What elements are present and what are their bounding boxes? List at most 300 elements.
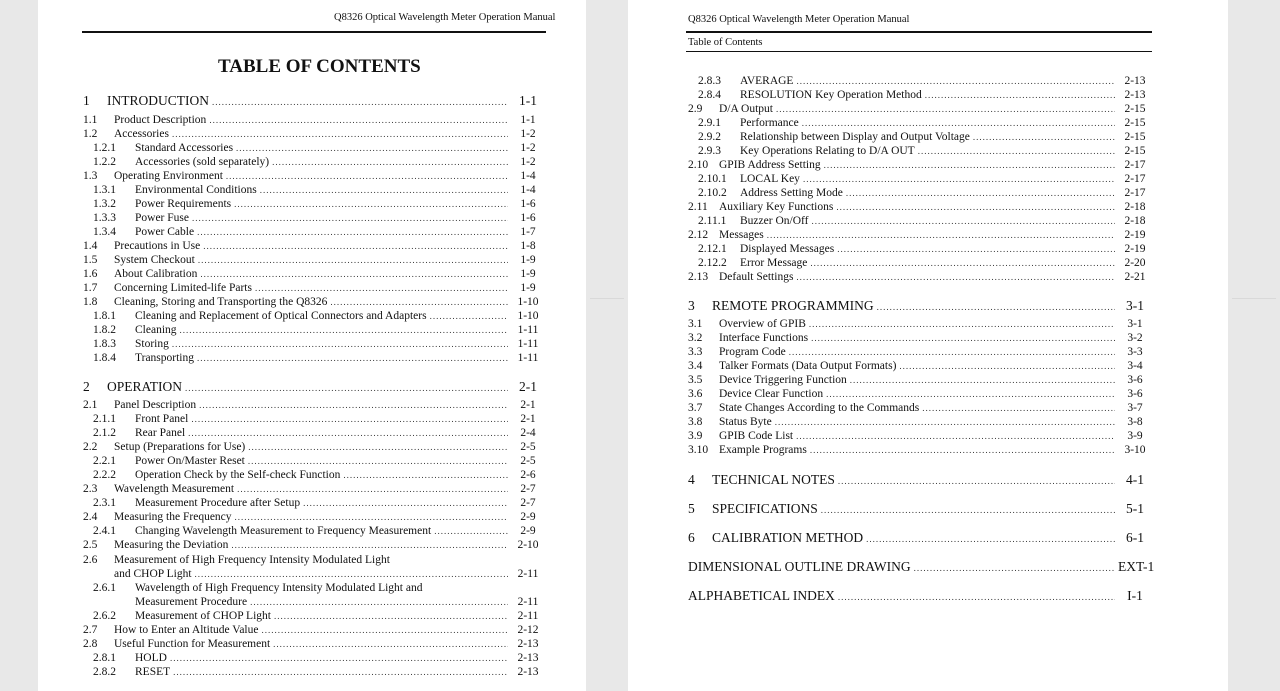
toc-leader-dots: [261, 624, 508, 637]
toc-entry[interactable]: [83, 483, 545, 496]
toc-entry-page: 2-15: [1124, 145, 1146, 157]
toc-leader-dots: [191, 413, 508, 426]
toc-entry-title: Power Fuse: [135, 212, 189, 224]
toc-entry-page: 3-9: [1127, 430, 1143, 442]
toc-entry[interactable]: [83, 379, 545, 396]
toc-entry-title: Overview of GPIB: [719, 318, 806, 330]
toc-entry-page: 1-11: [517, 338, 539, 350]
toc-entry-page: 1-9: [520, 282, 536, 294]
toc-entry-page: EXT-1: [1118, 559, 1155, 574]
toc-entry[interactable]: [83, 114, 545, 127]
toc-leader-dots: [809, 318, 1115, 331]
toc-entry-page: 2-12: [517, 624, 539, 636]
toc-entry-title: Precautions in Use: [114, 240, 201, 252]
toc-entry-number: 2.11.1: [698, 215, 727, 227]
toc-entry[interactable]: [93, 652, 545, 665]
toc-entry-number: 3.9: [688, 430, 703, 442]
toc-entry[interactable]: [83, 128, 545, 141]
toc-entry-title: ALPHABETICAL INDEX: [688, 588, 835, 603]
toc-leader-dots: [185, 381, 508, 396]
toc-entry-number: 1.3.1: [93, 184, 116, 196]
toc-entry-number: 1.2.1: [93, 142, 116, 154]
toc-entry[interactable]: [83, 296, 545, 309]
toc-entry-number: 1.8.1: [93, 310, 116, 322]
toc-entry-page: 2-15: [1124, 131, 1146, 143]
toc-leader-dots: [846, 187, 1115, 200]
toc-leader-dots: [775, 416, 1115, 429]
toc-entry[interactable]: [83, 441, 545, 454]
toc-entry-page: 1-6: [520, 212, 536, 224]
toc-entry-page: 2-17: [1124, 187, 1146, 199]
toc-entry[interactable]: [83, 638, 545, 651]
toc-leader-dots: [235, 511, 508, 524]
toc-entry[interactable]: [698, 257, 1152, 270]
toc-entry-number: 2.12.2: [698, 257, 727, 269]
toc-leader-dots: [838, 590, 1115, 605]
toc-entry[interactable]: [93, 413, 545, 426]
toc-entry-page: 2-11: [517, 610, 539, 622]
toc-entry-number: 2.5: [83, 539, 98, 551]
toc-entry-title: Product Description: [114, 114, 207, 126]
toc-leader-dots: [199, 399, 508, 412]
toc-leader-dots: [180, 324, 508, 337]
toc-leader-dots: [330, 296, 508, 309]
toc-entry-page: 2-4: [520, 427, 536, 439]
toc-entry-number: 2.10: [688, 159, 709, 171]
toc-entry-page: 1-11: [517, 352, 539, 364]
right-page: [628, 0, 1228, 691]
header-rule: [82, 31, 546, 33]
toc-entry[interactable]: [93, 198, 545, 211]
toc-entry-page: 2-13: [517, 652, 539, 664]
toc-entry-number: 2.9.1: [698, 117, 721, 129]
toc-entry-title: Storing: [135, 338, 169, 350]
toc-entry[interactable]: [698, 187, 1152, 200]
toc-entry-number: 1.8: [83, 296, 98, 308]
toc-entry-title: OPERATION: [107, 379, 183, 394]
toc-entry-number: 2.8: [83, 638, 98, 650]
section-subheader: Table of Contents: [688, 37, 763, 48]
toc-entry-title: Environmental Conditions: [135, 184, 257, 196]
toc-leader-dots: [850, 374, 1115, 387]
toc-leader-dots: [973, 131, 1115, 144]
toc-entry-page: 2-9: [520, 525, 536, 537]
toc-entry-number: 1: [83, 93, 90, 108]
toc-entry[interactable]: [688, 559, 1155, 576]
toc-entry-title: GPIB Code List: [719, 430, 794, 442]
toc-entry[interactable]: [688, 472, 1152, 489]
toc-entry-page: 2-18: [1124, 201, 1146, 213]
toc-entry[interactable]: [688, 501, 1152, 518]
toc-entry-page: 1-11: [517, 324, 539, 336]
toc-entry-title: Example Programs: [719, 444, 807, 456]
toc-entry[interactable]: [688, 360, 1152, 373]
toc-leader-dots: [914, 561, 1115, 576]
toc-entry-page: 3-4: [1127, 360, 1143, 372]
toc-entry-title: Device Clear Function: [719, 388, 824, 400]
toc-entry-number: 2.6.1: [93, 582, 116, 594]
toc-leader-dots: [826, 388, 1115, 401]
toc-entry[interactable]: [688, 444, 1152, 457]
toc-entry-page: 2-13: [517, 638, 539, 650]
toc-entry-page: 3-6: [1127, 374, 1143, 386]
toc-entry-title: How to Enter an Altitude Value: [114, 624, 259, 636]
toc-entry-title: Default Settings: [719, 271, 794, 283]
toc-leader-dots: [918, 145, 1115, 158]
toc-entry[interactable]: [83, 93, 545, 110]
toc-entry-page: 2-5: [520, 441, 536, 453]
toc-leader-dots: [173, 666, 508, 679]
page-title: TABLE OF CONTENTS: [218, 56, 421, 77]
toc-entry[interactable]: [688, 229, 1152, 242]
left-page: [38, 0, 586, 691]
toc-entry[interactable]: [688, 388, 1152, 401]
toc-entry-number: 2.8.4: [698, 89, 721, 101]
toc-entry-page: 1-1: [520, 114, 536, 126]
toc-entry[interactable]: [698, 75, 1152, 88]
toc-entry-number: 1.2.2: [93, 156, 116, 168]
toc-entry[interactable]: [83, 268, 545, 281]
toc-entry-title: Status Byte: [719, 416, 772, 428]
toc-entry-number: 1.6: [83, 268, 98, 280]
toc-entry-page: 1-4: [520, 170, 536, 182]
toc-entry[interactable]: [93, 666, 545, 679]
toc-entry-title: RESET: [135, 666, 171, 678]
toc-entry-number: 2.9: [688, 103, 703, 115]
toc-entry-number: 1.1: [83, 114, 98, 126]
toc-entry[interactable]: [688, 430, 1152, 443]
toc-leader-dots: [198, 254, 508, 267]
toc-entry-number: 3: [688, 298, 695, 313]
toc-entry-number: 2.3: [83, 483, 98, 495]
toc-leader-dots: [922, 402, 1115, 415]
toc-leader-dots: [274, 610, 508, 623]
toc-entry-number: 2.3.1: [93, 497, 116, 509]
toc-entry-title: System Checkout: [114, 254, 195, 266]
toc-entry[interactable]: [83, 554, 545, 581]
toc-entry-title: Cleaning and Replacement of Optical Connectors and Adapters: [135, 310, 427, 322]
toc-entry[interactable]: [698, 131, 1152, 144]
toc-entry-page: 3-2: [1127, 332, 1143, 344]
toc-entry-number: 1.5: [83, 254, 98, 266]
toc-entry-page: 2-15: [1124, 117, 1146, 129]
toc-entry[interactable]: [83, 511, 545, 524]
toc-entry-page: 2-1: [520, 399, 536, 411]
toc-entry-title: Accessories (sold separately): [135, 156, 270, 168]
toc-entry[interactable]: [93, 142, 545, 155]
toc-entry-number: 3.7: [688, 402, 703, 414]
toc-leader-dots: [226, 170, 508, 183]
toc-entry[interactable]: [688, 416, 1152, 429]
toc-entry-number: 2.8.2: [93, 666, 116, 678]
toc-entry-title: Key Operations Relating to D/A OUT: [740, 145, 915, 157]
toc-leader-dots: [810, 444, 1115, 457]
toc-entry-page: 2-7: [520, 497, 536, 509]
toc-entry-page: 2-5: [520, 455, 536, 467]
toc-entry-title: [114, 554, 390, 581]
toc-entry-title: HOLD: [135, 652, 167, 664]
toc-leader-dots: [248, 441, 508, 454]
toc-entry-number: 1.2: [83, 128, 98, 140]
toc-entry-page: 2-11: [517, 596, 539, 608]
toc-leader-dots: [192, 212, 508, 225]
toc-entry[interactable]: [93, 324, 545, 337]
toc-entry-title: Wavelength Measurement: [114, 483, 235, 495]
toc-leader-dots: [273, 638, 508, 651]
toc-leader-dots: [343, 469, 508, 482]
toc-entry-page: 3-6: [1127, 388, 1143, 400]
toc-entry-number: 2.12: [688, 229, 709, 241]
toc-entry-page: 1-2: [520, 156, 536, 168]
toc-entry-title: Buzzer On/Off: [740, 215, 809, 227]
toc-entry-number: 2.13: [688, 271, 709, 283]
toc-entry-title: LOCAL Key: [740, 173, 800, 185]
toc-entry-title: Power On/Master Reset: [135, 455, 245, 467]
toc-entry[interactable]: [93, 338, 545, 351]
toc-entry-page: 2-11: [517, 568, 539, 580]
toc-entry[interactable]: [83, 254, 545, 267]
toc-entry-title: Measurement Procedure after Setup: [135, 497, 301, 509]
toc-entry-number: 2.10.2: [698, 187, 727, 199]
toc-leader-dots: [877, 300, 1115, 315]
toc-entry-number: 3.2: [688, 332, 703, 344]
toc-entry-title: Address Setting Mode: [740, 187, 843, 199]
toc-leader-dots: [796, 271, 1115, 284]
toc-leader-dots: [821, 503, 1115, 518]
toc-entry-page: 1-8: [520, 240, 536, 252]
toc-entry-number: 2.11: [688, 201, 708, 213]
toc-entry-page: 1-10: [517, 310, 539, 322]
toc-entry-number: 1.4: [83, 240, 98, 252]
toc-entry[interactable]: [83, 399, 545, 412]
toc-leader-dots: [767, 229, 1115, 242]
toc-leader-dots: [197, 226, 508, 239]
toc-entry-title: Relationship between Display and Output Voltage: [740, 131, 970, 143]
toc-entry-number: 2.4.1: [93, 525, 116, 537]
toc-entry-title: DIMENSIONAL OUTLINE DRAWING: [688, 559, 911, 574]
toc-entry-page: 2-13: [517, 666, 539, 678]
toc-entry-number: 3.4: [688, 360, 703, 372]
toc-entry-title: GPIB Address Setting: [719, 159, 821, 171]
toc-entry-title: Messages: [719, 229, 764, 241]
toc-entry[interactable]: [688, 588, 1152, 605]
toc-entry-number: 2.8.3: [698, 75, 721, 87]
toc-leader-dots: [272, 156, 508, 169]
header-rule: [686, 31, 1152, 33]
toc-entry-title: Measurement of CHOP Light: [135, 610, 271, 622]
toc-leader-dots: [188, 427, 508, 440]
toc-entry-page: 3-8: [1127, 416, 1143, 428]
toc-entry-page: 2-9: [520, 511, 536, 523]
toc-leader-dots: [810, 257, 1115, 270]
toc-entry-page: 1-9: [520, 268, 536, 280]
toc-entry[interactable]: [688, 159, 1152, 172]
toc-entry-number: 1.8.4: [93, 352, 116, 364]
toc-entry-page: 3-7: [1127, 402, 1143, 414]
toc-entry-number: 1.3: [83, 170, 98, 182]
toc-entry-page: 2-13: [1124, 89, 1146, 101]
toc-entry[interactable]: [93, 582, 545, 609]
toc-entry-page: 6-1: [1126, 530, 1144, 545]
toc-entry[interactable]: [698, 145, 1152, 158]
toc-entry-page: 2-17: [1124, 159, 1146, 171]
toc-entry-number: 2.2.1: [93, 455, 116, 467]
toc-leader-dots: [803, 173, 1115, 186]
toc-entry[interactable]: [93, 497, 545, 510]
toc-entry[interactable]: [688, 346, 1152, 359]
toc-entry[interactable]: [698, 117, 1152, 130]
toc-leader-dots: [234, 198, 508, 211]
toc-entry-title: Power Requirements: [135, 198, 232, 210]
toc-entry[interactable]: [93, 226, 545, 239]
toc-entry-page: 3-3: [1127, 346, 1143, 358]
toc-entry-number: 6: [688, 530, 695, 545]
toc-entry[interactable]: [698, 173, 1152, 186]
toc-entry[interactable]: [698, 89, 1152, 102]
toc-leader-dots: [899, 360, 1115, 373]
toc-entry-page: 2-17: [1124, 173, 1146, 185]
toc-entry[interactable]: [688, 271, 1152, 284]
toc-entry[interactable]: [93, 156, 545, 169]
toc-entry-number: 2.8.1: [93, 652, 116, 664]
toc-entry-title: Operating Environment: [114, 170, 223, 182]
toc-entry[interactable]: [93, 525, 545, 538]
toc-entry[interactable]: [688, 201, 1152, 214]
toc-entry-number: 2: [83, 379, 90, 394]
toc-entry[interactable]: [83, 539, 545, 552]
toc-entry-page: 2-20: [1124, 257, 1146, 269]
toc-entry[interactable]: [688, 374, 1152, 387]
toc-entry[interactable]: [93, 310, 545, 323]
toc-entry-title: [135, 582, 423, 609]
toc-entry-title-line2: Measurement Procedure: [135, 596, 248, 608]
toc-entry[interactable]: [93, 469, 545, 482]
toc-entry[interactable]: [93, 427, 545, 440]
toc-entry[interactable]: [688, 530, 1152, 547]
page-edge-mark: [1232, 298, 1276, 299]
toc-entry-number: 2.4: [83, 511, 98, 523]
toc-entry-number: 2.1.2: [93, 427, 116, 439]
running-header: Q8326 Optical Wavelength Meter Operation Manual: [688, 14, 910, 25]
toc-entry-title: CALIBRATION METHOD: [712, 530, 864, 545]
subheader-rule: [686, 51, 1152, 52]
toc-entry-page: 1-4: [520, 184, 536, 196]
toc-entry-title: Standard Accessories: [135, 142, 234, 154]
toc-entry[interactable]: [93, 610, 545, 623]
toc-entry-number: 2.10.1: [698, 173, 727, 185]
toc-leader-dots: [789, 346, 1115, 359]
toc-entry[interactable]: [698, 215, 1152, 228]
toc-entry[interactable]: [83, 624, 545, 637]
toc-entry-page: 1-2: [520, 128, 536, 140]
toc-entry[interactable]: [688, 103, 1152, 116]
toc-entry-page: 2-10: [517, 539, 539, 551]
toc-entry-page: 2-1: [520, 413, 536, 425]
toc-entry-title: Interface Functions: [719, 332, 809, 344]
toc-entry-number: 2.12.1: [698, 243, 727, 255]
toc-entry-page: 1-1: [519, 93, 537, 108]
toc-entry[interactable]: [688, 318, 1152, 331]
toc-entry-page: 1-7: [520, 226, 536, 238]
toc-entry-number: 1.7: [83, 282, 98, 294]
toc-leader-dots: [237, 483, 508, 496]
toc-entry-title: State Changes According to the Commands: [719, 402, 920, 414]
toc-entry-page: 2-7: [520, 483, 536, 495]
toc-entry-page: 3-1: [1126, 298, 1144, 313]
toc-entry[interactable]: [698, 243, 1152, 256]
toc-entry[interactable]: [83, 282, 545, 295]
toc-entry[interactable]: [83, 240, 545, 253]
toc-entry-number: 2.1.1: [93, 413, 116, 425]
toc-leader-dots: [866, 532, 1115, 547]
toc-entry[interactable]: [83, 170, 545, 183]
toc-leader-dots: [197, 352, 508, 365]
toc-entry-title: Performance: [740, 117, 799, 129]
toc-entry-title-line1: Wavelength of High Frequency Intensity Modulated Light and: [135, 582, 423, 594]
toc-entry-number: 2.7: [83, 624, 98, 636]
toc-leader-dots: [776, 103, 1115, 116]
toc-leader-dots: [236, 142, 508, 155]
toc-leader-dots: [248, 455, 508, 468]
toc-entry-number: 2.1: [83, 399, 98, 411]
toc-entry-title: Useful Function for Measurement: [114, 638, 271, 650]
toc-leader-dots: [250, 596, 508, 609]
toc-entry-number: 3.6: [688, 388, 703, 400]
toc-leader-dots: [796, 430, 1115, 443]
toc-entry-title-line1: Measurement of High Frequency Intensity Modulated Light: [114, 554, 390, 566]
toc-entry-title: Setup (Preparations for Use): [114, 441, 246, 453]
toc-entry[interactable]: [93, 212, 545, 225]
page-edge-mark: [590, 298, 624, 299]
toc-leader-dots: [260, 184, 508, 197]
toc-entry[interactable]: [688, 298, 1152, 315]
toc-entry-title: Rear Panel: [135, 427, 186, 439]
toc-entry-title: Panel Description: [114, 399, 197, 411]
toc-leader-dots: [209, 114, 508, 127]
toc-entry-title: Talker Formats (Data Output Formats): [719, 360, 897, 372]
toc-entry-number: 3.1: [688, 318, 703, 330]
toc-entry-title: Accessories: [114, 128, 169, 140]
toc-entry[interactable]: [688, 402, 1152, 415]
toc-entry-title: SPECIFICATIONS: [712, 501, 818, 516]
toc-entry-number: 1.3.2: [93, 198, 116, 210]
toc-entry[interactable]: [93, 352, 545, 365]
toc-entry-page: 3-1: [1127, 318, 1143, 330]
toc-leader-dots: [200, 268, 508, 281]
toc-leader-dots: [838, 474, 1115, 489]
toc-entry-page: 4-1: [1126, 472, 1144, 487]
toc-entry-title: Operation Check by the Self-check Function: [135, 469, 341, 481]
toc-leader-dots: [212, 95, 508, 110]
toc-entry-title: Auxiliary Key Functions: [719, 201, 834, 213]
toc-leader-dots: [837, 243, 1115, 256]
toc-entry[interactable]: [93, 455, 545, 468]
toc-entry[interactable]: [93, 184, 545, 197]
toc-entry-title: Device Triggering Function: [719, 374, 847, 386]
toc-entry-number: 4: [688, 472, 695, 487]
toc-entry-title: RESOLUTION Key Operation Method: [740, 89, 922, 101]
toc-entry-title: D/A Output: [719, 103, 773, 115]
toc-entry[interactable]: [688, 332, 1152, 345]
toc-entry-number: 2.6: [83, 554, 98, 566]
toc-entry-title: AVERAGE: [740, 75, 794, 87]
toc-entry-number: 1.8.2: [93, 324, 116, 336]
toc-entry-title: Measuring the Deviation: [114, 539, 229, 551]
toc-entry-page: 2-18: [1124, 215, 1146, 227]
toc-leader-dots: [925, 89, 1115, 102]
toc-entry-title: Displayed Messages: [740, 243, 835, 255]
toc-entry-page: 2-13: [1124, 75, 1146, 87]
